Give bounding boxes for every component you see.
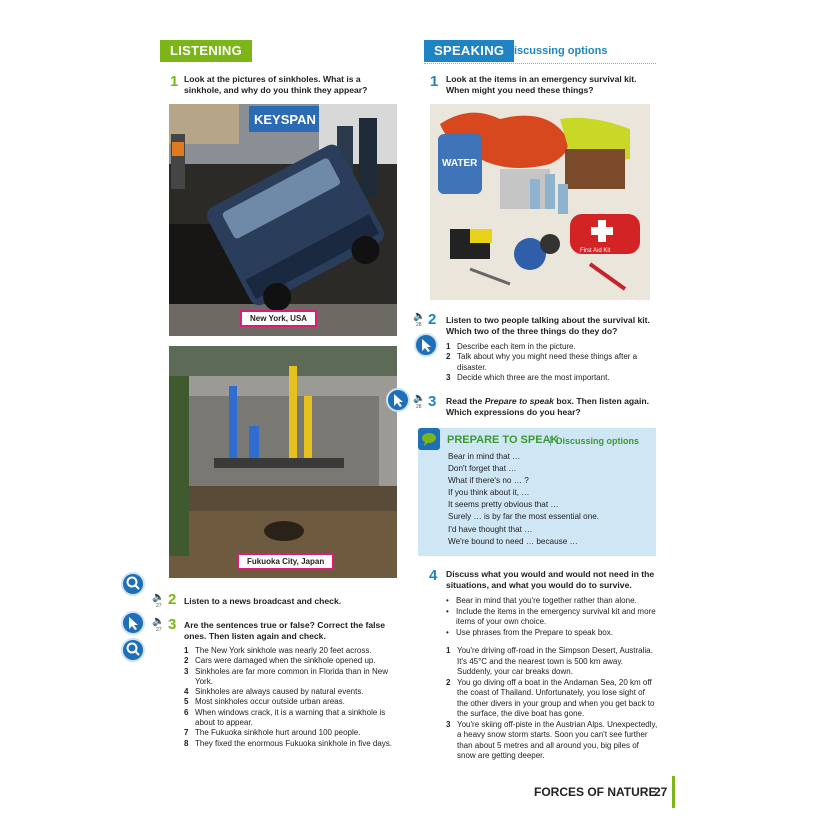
- survival-kit-photo: [430, 104, 650, 300]
- audio-icon[interactable]: 🔈: [152, 592, 165, 603]
- list-item: 2 You go diving off a boat in the Andaman Sea, 20 km off the coast of Thailand. Unfortunately, you lose sight of the other divers in your group and when you get back to the surface, the dive boat has gone.: [446, 677, 655, 718]
- magnifier-icon: [123, 640, 143, 660]
- photo-caption: Fukuoka City, Japan: [237, 553, 334, 570]
- page-number: 27: [654, 785, 668, 799]
- prepare-title: PREPARE TO SPEAK: [447, 434, 559, 446]
- phrase: If you think about it, …: [448, 488, 530, 498]
- new-york-sinkhole-photo: [169, 104, 397, 336]
- audio-icon[interactable]: 🔈: [413, 393, 426, 404]
- question-text: Read the Prepare to speak box. Then listen again. Which expressions do you hear?: [446, 396, 649, 417]
- fukuoka-sinkhole-photo: [169, 346, 397, 578]
- question-text: Look at the pictures of sinkholes. What is a sinkhole, and why do you think they appear?: [184, 74, 368, 95]
- list-item: 2 Talk about why you might need these things after a disaster.: [446, 352, 638, 372]
- question-number: 3: [428, 393, 437, 410]
- magnifier-icon: [123, 574, 143, 594]
- list-item: • Bear in mind that you're together rather than alone.: [446, 596, 637, 605]
- phrase: Surely … is by far the most essential one.: [448, 512, 600, 522]
- question-number: 4: [429, 567, 438, 584]
- select-button[interactable]: [414, 333, 438, 357]
- list-item: • Include the items in the emergency survival kit and more items of your own choice.: [446, 606, 656, 626]
- task-list: [446, 342, 658, 383]
- question-number: 2: [168, 591, 177, 608]
- phrases-list: [448, 451, 653, 548]
- phrase: We're bound to need … because …: [448, 536, 578, 546]
- question-number: 3: [168, 616, 177, 633]
- list-item: 7 The Fukuoka sinkhole hurt around 100 people.: [184, 728, 361, 738]
- question-text: Discuss what you would and would not need in the situations, and what you would do to survive.: [446, 569, 655, 590]
- cursor-icon: [123, 613, 143, 633]
- cursor-icon: [416, 335, 436, 355]
- audio-track-number: 27: [156, 627, 162, 633]
- phrase: It seems pretty obvious that …: [448, 500, 559, 510]
- question-text: Look at the items in an emergency survival kit. When might you need these things?: [446, 74, 637, 95]
- question-text: Are the sentences true or false? Correct the false ones. Then listen again and check.: [184, 620, 386, 641]
- question-text: Listen to two people talking about the survival kit. Which two of the three things do they do?: [446, 315, 650, 336]
- list-item: 3 You're skiing off-piste in the Austrian Alps. Unexpectedly, a heavy snow storm starts. Soon you can't see further than about 5 metres and all around you, big piles of snow are getting deeper.: [446, 719, 658, 760]
- prepare-subtitle: Discussing options: [550, 436, 639, 446]
- question-text: Listen to a news broadcast and check.: [184, 596, 342, 606]
- audio-track-number: 27: [156, 603, 162, 609]
- speaking-tab: SPEAKING: [424, 40, 514, 62]
- list-item: 3 Decide which three are the most important.: [446, 372, 610, 382]
- list-item: 5 Most sinkholes occur outside urban areas.: [184, 697, 345, 707]
- phrase: Don't forget that …: [448, 464, 517, 474]
- question-number: 1: [170, 73, 179, 90]
- footer-title: FORCES OF NATURE: [534, 785, 657, 799]
- list-item: 8 They fixed the enormous Fukuoka sinkhole in five days.: [184, 738, 392, 748]
- truck-sign-text: KEYSPAN: [254, 112, 316, 127]
- phrase: What if there's no … ?: [448, 476, 529, 486]
- cursor-icon: [388, 390, 408, 410]
- phrase: Bear in mind that …: [448, 452, 521, 461]
- question-number: 2: [428, 311, 437, 328]
- first-aid-label: First Aid Kit: [580, 248, 611, 254]
- footer-accent-bar: [672, 776, 675, 808]
- zoom-button[interactable]: [121, 572, 145, 596]
- bullet-list: [446, 596, 658, 638]
- listening-tab: LISTENING: [160, 40, 252, 62]
- phrase: I'd have thought that …: [448, 524, 533, 534]
- zoom-button[interactable]: [121, 638, 145, 662]
- audio-track-number: 28: [416, 322, 422, 328]
- list-item: 1 You're driving off-road in the Simpson Desert, Australia. It's 45°C and the nearest town is 500 km away. Suddenly, your car breaks down.: [446, 646, 653, 676]
- select-button[interactable]: [121, 611, 145, 635]
- water-label: WATER: [442, 158, 478, 169]
- question-number: 1: [430, 73, 439, 90]
- statements-list: [184, 646, 399, 749]
- list-item: 2 Cars were damaged when the sinkhole opened up.: [184, 656, 376, 666]
- select-button[interactable]: [386, 388, 410, 412]
- list-item: 3 Sinkholes are far more common in Florida than in New York.: [184, 666, 388, 686]
- list-item: • Use phrases from the Prepare to speak box.: [446, 627, 613, 637]
- photo-caption: New York, USA: [240, 310, 317, 327]
- audio-icon[interactable]: 🔈: [152, 616, 165, 627]
- divider: [424, 63, 656, 64]
- situations-list: [446, 646, 658, 762]
- speech-bubble-icon: [418, 428, 440, 450]
- list-item: 4 Sinkholes are always caused by natural events.: [184, 687, 364, 697]
- list-item: 6 When windows crack, it is a warning that a sinkhole is about to appear.: [184, 707, 386, 728]
- audio-track-number: 28: [416, 404, 422, 410]
- list-item: 1 Describe each item in the picture.: [446, 342, 576, 351]
- audio-icon[interactable]: 🔈: [413, 311, 426, 322]
- list-item: 1 The New York sinkhole was nearly 20 feet across.: [184, 646, 372, 655]
- section-subtitle: Discussing options: [506, 45, 608, 57]
